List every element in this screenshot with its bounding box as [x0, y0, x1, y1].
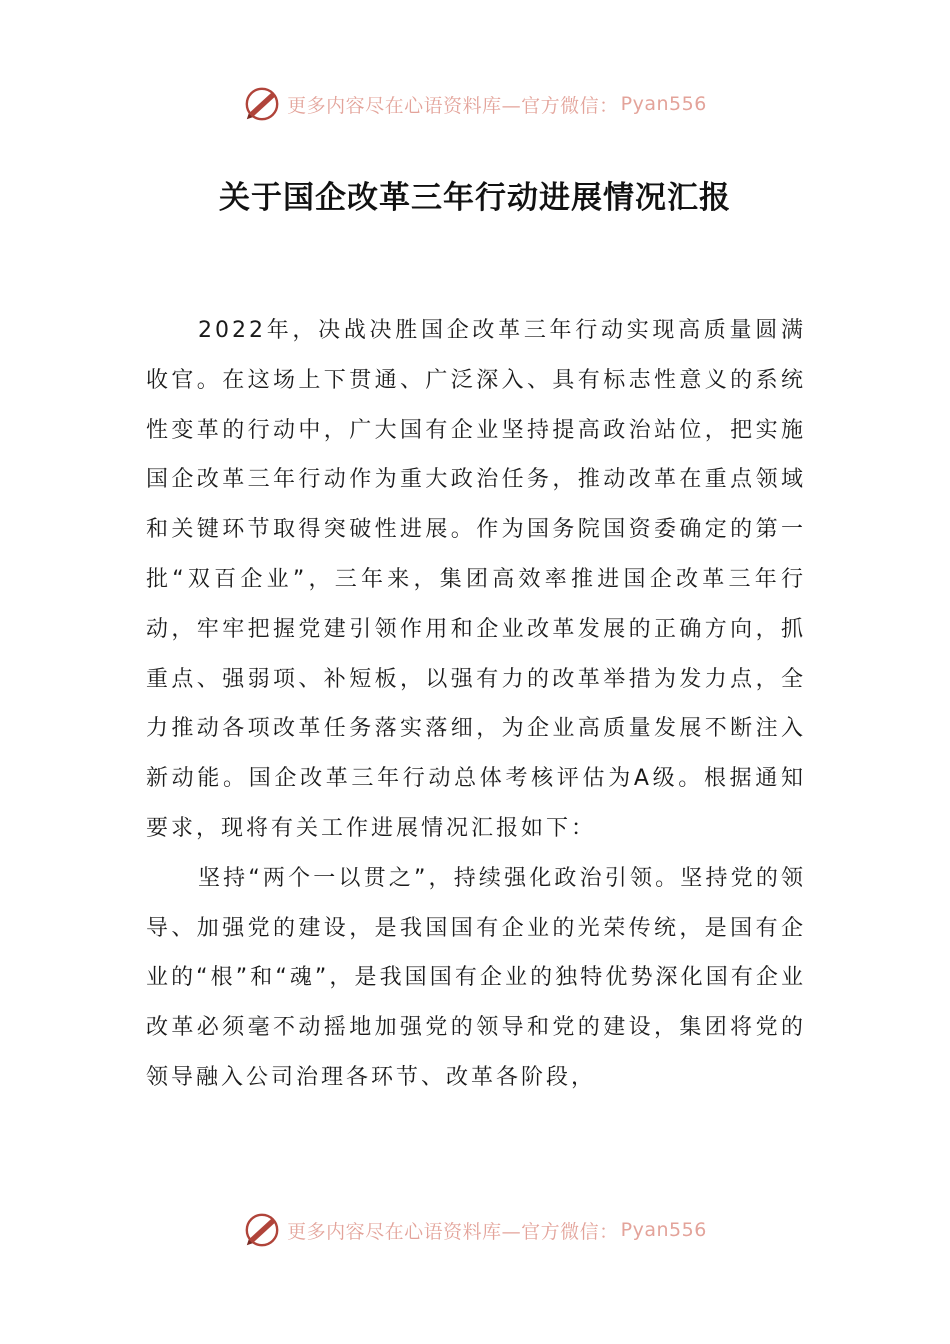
watermark-header	[0, 84, 950, 124]
wechat-id: Pyan556	[620, 93, 707, 115]
wechat-id: Pyan556	[620, 1219, 707, 1241]
watermark-footer	[0, 1210, 950, 1250]
document-title: 关于国企改革三年行动进展情况汇报	[219, 180, 731, 216]
document-body	[146, 306, 806, 1103]
watermark-text: 更多内容尽在心语资料库—官方微信：	[287, 1220, 619, 1243]
watermark-text: 更多内容尽在心语资料库—官方微信：	[287, 94, 619, 117]
pen-logo-icon	[243, 85, 281, 123]
paragraph: 坚持“两个一以贯之”，持续强化政治引领。坚持党的领导、加强党的建设，是我国国有企业的光荣传统，是国有企业的“根”和“魂”，是我国国有企业的独特优势深化国有企业改革必须毫不动摇地加强党的领导和党的建设，集团将党的领导融入公司治理各环节、改革各阶段，	[146, 865, 806, 1090]
paragraph: 2022年，决战决胜国企改革三年行动实现高质量圆满收官。在这场上下贯通、广泛深入、具有标志性意义的系统性变革的行动中，广大国有企业坚持提高政治站位，把实施国企改革三年行动作为重大政治任务，推动改革在重点领域和关键环节取得突破性进展。作为国务院国资委确定的第一批“双百企业”，三年来，集团高效率推进国企改革三年行动，牢牢把握党建引领作用和企业改革发展的正确方向，抓重点、强弱项、补短板，以强有力的改革举措为发力点，全力推动各项改革任务落实落细，为企业高质量发展不断注入新动能。国企改革三年行动总体考核评估为A级。根据通知要求，现将有关工作进展情况汇报如下：	[146, 318, 806, 841]
pen-logo-icon	[243, 1211, 281, 1249]
